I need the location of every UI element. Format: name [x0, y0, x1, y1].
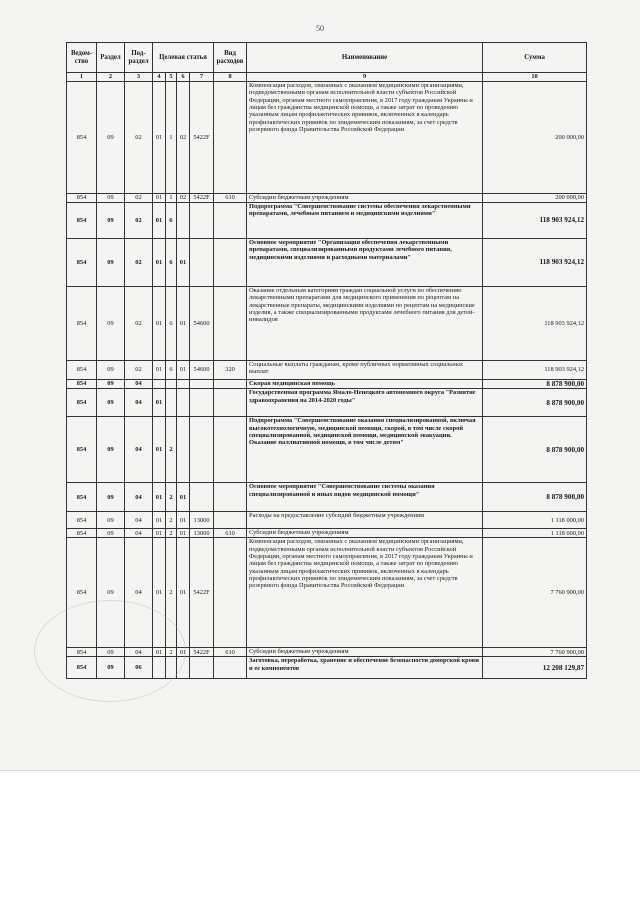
cell-vid: 610 [214, 194, 247, 203]
col-number: 1 [67, 73, 97, 82]
cell-cs-3: 01 [177, 239, 190, 287]
cell-cs-4 [190, 657, 214, 679]
cell-cs-3: 02 [177, 82, 190, 194]
cell-cs-4 [190, 483, 214, 512]
cell-cs-3: 01 [177, 529, 190, 538]
cell-cs-3: 02 [177, 194, 190, 203]
cell-podrazdel: 04 [125, 389, 153, 417]
cell-name: Подпрограмма "Совершенствование оказания специализированной, включая высокотехнологичную, медицинской помощи, скорой, в том числе скорой специализированной, медицинской помощи, медицинской эвакуации. Оказание паллиативной помощи, в том числе детям" [247, 417, 483, 483]
header-razdel: Раздел [97, 43, 125, 73]
cell-cs-1: 01 [153, 389, 166, 417]
cell-summa: 7 760 900,00 [483, 648, 587, 657]
cell-name: Заготовка, переработка, хранение и обеспечение безопасности донорской крови и ее компонентов [247, 657, 483, 679]
cell-cs-3: 01 [177, 483, 190, 512]
cell-ved: 854 [67, 82, 97, 194]
cell-summa: 1 118 000,00 [483, 512, 587, 529]
cell-cs-1: 01 [153, 648, 166, 657]
cell-cs-4 [190, 389, 214, 417]
cell-cs-1: 01 [153, 538, 166, 648]
cell-razdel: 09 [97, 483, 125, 512]
cell-podrazdel: 02 [125, 194, 153, 203]
cell-cs-2: 2 [166, 417, 177, 483]
cell-vid: 320 [214, 361, 247, 380]
cell-summa: 8 878 900,00 [483, 380, 587, 389]
cell-podrazdel: 04 [125, 483, 153, 512]
cell-summa: 118 903 924,12 [483, 361, 587, 380]
cell-razdel: 09 [97, 361, 125, 380]
cell-summa: 7 760 900,00 [483, 538, 587, 648]
cell-cs-4: 54600 [190, 287, 214, 361]
cell-podrazdel: 02 [125, 287, 153, 361]
cell-cs-2: 2 [166, 512, 177, 529]
cell-razdel: 09 [97, 239, 125, 287]
cell-cs-4: 13000 [190, 512, 214, 529]
col-number: 4 [153, 73, 166, 82]
cell-ved: 854 [67, 657, 97, 679]
cell-razdel: 09 [97, 287, 125, 361]
cell-name: Компенсация расходов, связанных с оказанием медицинскими организациями, подведомственными органам исполнительной власти субъектов Российской Федерации, органам местного самоуправления, в 2017 году гражданам Украины и лицам без гражданства медицинской помощи, а также затрат по проведению указанным лицам профилактических прививок, включенных в календарь профилактических прививок по эпидемическим показаниям, за счет средств резервного фонда Правительства Российской Федерации [247, 82, 483, 194]
cell-cs-1: 01 [153, 483, 166, 512]
cell-cs-1: 01 [153, 512, 166, 529]
cell-summa: 8 878 900,00 [483, 483, 587, 512]
cell-vid [214, 417, 247, 483]
header-naimenovanie: Наименование [247, 43, 483, 73]
cell-name: Социальные выплаты гражданам, кроме публичных нормативных социальных выплат [247, 361, 483, 380]
cell-cs-4 [190, 417, 214, 483]
cell-cs-1: 01 [153, 529, 166, 538]
table-row [67, 194, 587, 203]
cell-cs-4: 5422F [190, 194, 214, 203]
cell-vid [214, 82, 247, 194]
cell-cs-2: 1 [166, 82, 177, 194]
cell-cs-2: 2 [166, 483, 177, 512]
cell-razdel: 09 [97, 529, 125, 538]
cell-cs-4 [190, 239, 214, 287]
cell-razdel: 09 [97, 657, 125, 679]
cell-vid [214, 657, 247, 679]
cell-name: Субсидии бюджетным учреждениям [247, 648, 483, 657]
cell-name: Основное мероприятие "Совершенствование системы оказания специализированной и иных видов медицинской помощи" [247, 483, 483, 512]
cell-summa: 8 878 900,00 [483, 417, 587, 483]
col-number: 3 [125, 73, 153, 82]
cell-ved: 854 [67, 529, 97, 538]
cell-razdel: 09 [97, 648, 125, 657]
cell-ved: 854 [67, 512, 97, 529]
faded-stamp [34, 600, 186, 702]
cell-podrazdel: 04 [125, 648, 153, 657]
cell-summa: 12 208 129,87 [483, 657, 587, 679]
col-number: 10 [483, 73, 587, 82]
cell-vid [214, 483, 247, 512]
cell-vid [214, 203, 247, 239]
cell-cs-2: 6 [166, 239, 177, 287]
cell-ved: 854 [67, 648, 97, 657]
table-row [67, 512, 587, 529]
cell-vid: 610 [214, 648, 247, 657]
table-row [67, 287, 587, 361]
cell-cs-4: 5422F [190, 538, 214, 648]
cell-vid [214, 538, 247, 648]
cell-cs-4 [190, 380, 214, 389]
cell-razdel: 09 [97, 82, 125, 194]
cell-podrazdel: 04 [125, 538, 153, 648]
cell-cs-2 [166, 380, 177, 389]
cell-ved: 854 [67, 380, 97, 389]
header-vid-rashodov: Вид расходов [214, 43, 247, 73]
cell-cs-3 [177, 389, 190, 417]
cell-vid [214, 512, 247, 529]
cell-cs-3: 01 [177, 512, 190, 529]
cell-ved: 854 [67, 203, 97, 239]
cell-razdel: 09 [97, 417, 125, 483]
cell-cs-1: 01 [153, 287, 166, 361]
cell-cs-1: 01 [153, 82, 166, 194]
cell-cs-4: 5422F [190, 648, 214, 657]
cell-summa: 200 000,00 [483, 194, 587, 203]
cell-cs-2: 1 [166, 194, 177, 203]
table-row [67, 417, 587, 483]
cell-cs-4: 5422F [190, 82, 214, 194]
header-ved: Ведом-ство [67, 43, 97, 73]
cell-summa: 118 903 924,12 [483, 203, 587, 239]
cell-cs-3 [177, 203, 190, 239]
table-row [67, 389, 587, 417]
cell-ved: 854 [67, 361, 97, 380]
cell-summa: 118 903 924,12 [483, 287, 587, 361]
cell-summa: 1 118 000,00 [483, 529, 587, 538]
header-podrazdel: Под-раздел [125, 43, 153, 73]
table-row [67, 361, 587, 380]
cell-cs-2: 2 [166, 538, 177, 648]
col-number: 6 [177, 73, 190, 82]
cell-cs-2: 2 [166, 648, 177, 657]
cell-podrazdel: 02 [125, 361, 153, 380]
cell-podrazdel: 04 [125, 512, 153, 529]
table-row [67, 529, 587, 538]
cell-podrazdel: 02 [125, 82, 153, 194]
cell-ved: 854 [67, 287, 97, 361]
header-celevaya-statya: Целевая статья [153, 43, 214, 73]
cell-vid: 610 [214, 529, 247, 538]
cell-summa: 8 878 900,00 [483, 389, 587, 417]
cell-vid [214, 389, 247, 417]
cell-ved: 854 [67, 483, 97, 512]
cell-cs-1: 01 [153, 203, 166, 239]
cell-podrazdel: 06 [125, 657, 153, 679]
table-row [67, 483, 587, 512]
cell-cs-1: 01 [153, 194, 166, 203]
cell-name: Компенсация расходов, связанных с оказанием медицинскими организациями, подведомственными органам исполнительной власти субъектов Российской Федерации, органам местного самоуправления, в 2017 году гражданам Украины и лицам без гражданства медицинской помощи, а также затрат по проведению указанным лицам профилактических прививок, включенных в календарь профилактических прививок по эпидемическим показаниям, за счет средств резервного фонда Правительства Российской Федерации [247, 538, 483, 648]
cell-cs-3 [177, 417, 190, 483]
cell-podrazdel: 02 [125, 239, 153, 287]
cell-podrazdel: 02 [125, 203, 153, 239]
table-row [67, 239, 587, 287]
cell-ved: 854 [67, 194, 97, 203]
cell-name: Оказание отдельным категориям граждан социальной услуги по обеспечению лекарственными препаратами для медицинского применения по рецептам на лекарственные препараты, медицинскими изделиями по рецептам на медицинские изделия, а также специализированными продуктами лечебного питания для детей-инвалидов [247, 287, 483, 361]
cell-cs-4: 13000 [190, 529, 214, 538]
cell-name: Государственная программа Ямало-Ненецкого автономного округа "Развитие здравоохранения на 2014-2020 годы" [247, 389, 483, 417]
cell-cs-3 [177, 380, 190, 389]
cell-razdel: 09 [97, 389, 125, 417]
cell-vid [214, 380, 247, 389]
cell-cs-2 [166, 389, 177, 417]
cell-summa: 200 000,00 [483, 82, 587, 194]
cell-cs-1: 01 [153, 239, 166, 287]
cell-cs-2: 6 [166, 361, 177, 380]
header-summa: Сумма [483, 43, 587, 73]
cell-cs-3: 01 [177, 287, 190, 361]
cell-cs-3: 01 [177, 538, 190, 648]
col-number: 9 [247, 73, 483, 82]
cell-podrazdel: 04 [125, 417, 153, 483]
cell-ved: 854 [67, 538, 97, 648]
cell-cs-1: 01 [153, 417, 166, 483]
cell-razdel: 09 [97, 512, 125, 529]
cell-vid [214, 287, 247, 361]
cell-vid [214, 239, 247, 287]
cell-cs-2: 6 [166, 203, 177, 239]
table-row [67, 203, 587, 239]
cell-cs-3: 01 [177, 361, 190, 380]
cell-name: Скорая медицинская помощь [247, 380, 483, 389]
cell-razdel: 09 [97, 203, 125, 239]
cell-summa: 118 903 924,12 [483, 239, 587, 287]
cell-cs-3: 01 [177, 648, 190, 657]
col-number: 8 [214, 73, 247, 82]
col-number: 5 [166, 73, 177, 82]
cell-ved: 854 [67, 417, 97, 483]
cell-podrazdel: 04 [125, 529, 153, 538]
cell-name: Подпрограмма "Совершенствование системы обеспечения лекарственными препаратами, лечебным питанием и медицинскими изделиями" [247, 203, 483, 239]
cell-cs-2: 6 [166, 287, 177, 361]
budget-table [66, 42, 587, 679]
table-row [67, 82, 587, 194]
cell-cs-4: 54600 [190, 361, 214, 380]
cell-cs-1: 01 [153, 361, 166, 380]
cell-ved: 854 [67, 389, 97, 417]
table-row [67, 380, 587, 389]
cell-name: Основное мероприятие "Организация обеспечения лекарственными препаратами, специализированными продуктами лечебного питания, медицинскими изделиями и расходными материалами" [247, 239, 483, 287]
cell-name: Субсидии бюджетным учреждениям [247, 529, 483, 538]
col-number: 7 [190, 73, 214, 82]
cell-cs-4 [190, 203, 214, 239]
cell-podrazdel: 04 [125, 380, 153, 389]
col-number: 2 [97, 73, 125, 82]
cell-cs-2: 2 [166, 529, 177, 538]
cell-razdel: 09 [97, 194, 125, 203]
cell-razdel: 09 [97, 538, 125, 648]
cell-name: Расходы на предоставление субсидий бюджетным учреждениям [247, 512, 483, 529]
cell-cs-1 [153, 380, 166, 389]
cell-name: Субсидии бюджетным учреждениям [247, 194, 483, 203]
cell-razdel: 09 [97, 380, 125, 389]
page-number: 50 [316, 24, 324, 33]
cell-ved: 854 [67, 239, 97, 287]
